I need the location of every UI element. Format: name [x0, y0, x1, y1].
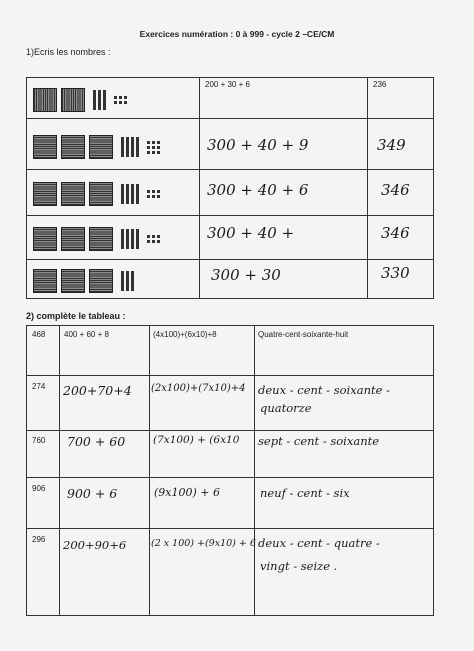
section2-heading: 2) complète le tableau : — [26, 311, 126, 321]
unit-cube — [124, 96, 127, 99]
column-divider — [199, 78, 200, 298]
unit-cube — [157, 141, 160, 144]
words-answer: deux - cent - soixante - — [258, 383, 390, 397]
unit-cube — [152, 235, 155, 238]
hundred-block — [89, 182, 113, 206]
row-divider — [27, 375, 433, 376]
unit-cube — [124, 101, 127, 104]
unit-cube — [147, 235, 150, 238]
number-answer: 346 — [381, 181, 410, 199]
additive-answer: 700 + 60 — [67, 434, 126, 449]
words-cell: Quatre-cent-soixante-huit — [258, 330, 349, 339]
ten-rod — [93, 90, 96, 110]
hundred-block — [61, 227, 85, 251]
ten-rod — [131, 184, 134, 204]
table-write-numbers — [26, 77, 434, 299]
header-number: 236 — [373, 80, 387, 89]
base-ten-blocks — [33, 269, 134, 293]
words-answer: deux - cent - quatre - — [258, 536, 380, 550]
column-divider — [59, 326, 60, 615]
unit-cube — [119, 96, 122, 99]
words-answer: neuf - cent - six — [260, 486, 350, 500]
ten-rod — [131, 137, 134, 157]
hundred-block — [33, 182, 57, 206]
number-answer: 330 — [381, 264, 410, 282]
number-answer: 346 — [381, 224, 410, 242]
unit-cubes — [147, 190, 160, 198]
unit-cube — [114, 96, 117, 99]
column-divider — [367, 78, 368, 298]
ten-rod — [121, 137, 124, 157]
unit-cube — [152, 190, 155, 193]
unit-cube — [147, 151, 150, 154]
ten-rod — [98, 90, 101, 110]
additive-answer: 200+90+6 — [63, 538, 127, 552]
hundred-block — [61, 135, 85, 159]
ten-rod — [103, 90, 106, 110]
multiplicative-answer: (2 x 100) +(9x10) + 6 — [151, 538, 256, 549]
row-divider — [27, 259, 433, 260]
hundred-block — [61, 269, 85, 293]
unit-cube — [147, 195, 150, 198]
hundred-block — [89, 269, 113, 293]
ten-rod — [136, 137, 139, 157]
decomposition-answer: 300 + 40 + — [207, 224, 295, 242]
hundred-block — [33, 269, 57, 293]
row-divider — [27, 118, 433, 119]
unit-cube — [157, 240, 160, 243]
base-ten-blocks — [33, 88, 127, 112]
additive-answer: 900 + 6 — [67, 486, 118, 501]
row-divider — [27, 477, 433, 478]
hundred-block — [33, 135, 57, 159]
unit-cube — [152, 195, 155, 198]
unit-cube — [147, 146, 150, 149]
base-ten-blocks — [33, 135, 160, 159]
header-decomposition: 200 + 30 + 6 — [205, 80, 250, 89]
unit-cube — [152, 240, 155, 243]
ten-rod — [136, 229, 139, 249]
ten-rod — [121, 271, 124, 291]
decomposition-answer: 300 + 30 — [211, 266, 281, 284]
column-divider — [254, 326, 255, 615]
unit-cube — [147, 240, 150, 243]
decomposition-answer: 300 + 40 + 6 — [207, 181, 309, 199]
unit-cubes — [114, 96, 127, 104]
ten-rods — [121, 271, 134, 291]
multiplicative-cell: (4x100)+(6x10)+8 — [153, 330, 217, 339]
number-cell: 274 — [32, 382, 46, 391]
words-answer-line2: vingt - seize . — [260, 559, 338, 573]
number-cell: 296 — [32, 535, 46, 544]
ten-rods — [121, 229, 139, 249]
ten-rod — [126, 271, 129, 291]
hundred-block — [89, 227, 113, 251]
ten-rod — [126, 184, 129, 204]
number-cell: 906 — [32, 484, 46, 493]
ten-rod — [131, 229, 134, 249]
table-complete — [26, 325, 434, 616]
unit-cube — [152, 146, 155, 149]
hundred-block — [61, 88, 85, 112]
additive-answer: 200+70+4 — [63, 383, 132, 398]
ten-rod — [121, 229, 124, 249]
multiplicative-answer: (9x100) + 6 — [154, 486, 220, 499]
base-ten-blocks — [33, 182, 160, 206]
column-divider — [149, 326, 150, 615]
unit-cube — [157, 146, 160, 149]
page-title: Exercices numération : 0 à 999 - cycle 2 –CE/CM — [139, 29, 335, 39]
ten-rods — [121, 137, 139, 157]
number-cell: 468 — [32, 330, 46, 339]
ten-rod — [121, 184, 124, 204]
words-answer-line2: quatorze — [260, 401, 312, 415]
unit-cube — [152, 151, 155, 154]
unit-cube — [157, 190, 160, 193]
unit-cube — [157, 195, 160, 198]
hundred-block — [33, 227, 57, 251]
ten-rod — [136, 184, 139, 204]
unit-cube — [157, 235, 160, 238]
ten-rod — [131, 271, 134, 291]
decomposition-answer: 300 + 40 + 9 — [207, 136, 309, 154]
ten-rod — [126, 137, 129, 157]
multiplicative-answer: (7x100) + (6x10 — [153, 434, 240, 446]
multiplicative-answer: (2x100)+(7x10)+4 — [151, 383, 246, 394]
unit-cube — [147, 190, 150, 193]
unit-cubes — [147, 141, 160, 154]
unit-cube — [152, 141, 155, 144]
row-divider — [27, 430, 433, 431]
unit-cube — [119, 101, 122, 104]
hundred-block — [89, 135, 113, 159]
words-answer: sept - cent - soixante — [258, 434, 380, 448]
ten-rods — [93, 90, 106, 110]
number-cell: 760 — [32, 436, 46, 445]
unit-cube — [114, 101, 117, 104]
unit-cube — [157, 151, 160, 154]
section1-heading: 1)Ecris les nombres : — [26, 47, 111, 57]
row-divider — [27, 215, 433, 216]
unit-cubes — [147, 235, 160, 243]
unit-cube — [147, 141, 150, 144]
hundred-block — [61, 182, 85, 206]
additive-cell: 400 + 60 + 8 — [64, 330, 109, 339]
number-answer: 349 — [377, 136, 406, 154]
ten-rod — [126, 229, 129, 249]
row-divider — [27, 169, 433, 170]
base-ten-blocks — [33, 227, 160, 251]
hundred-block — [33, 88, 57, 112]
ten-rods — [121, 184, 139, 204]
row-divider — [27, 528, 433, 529]
